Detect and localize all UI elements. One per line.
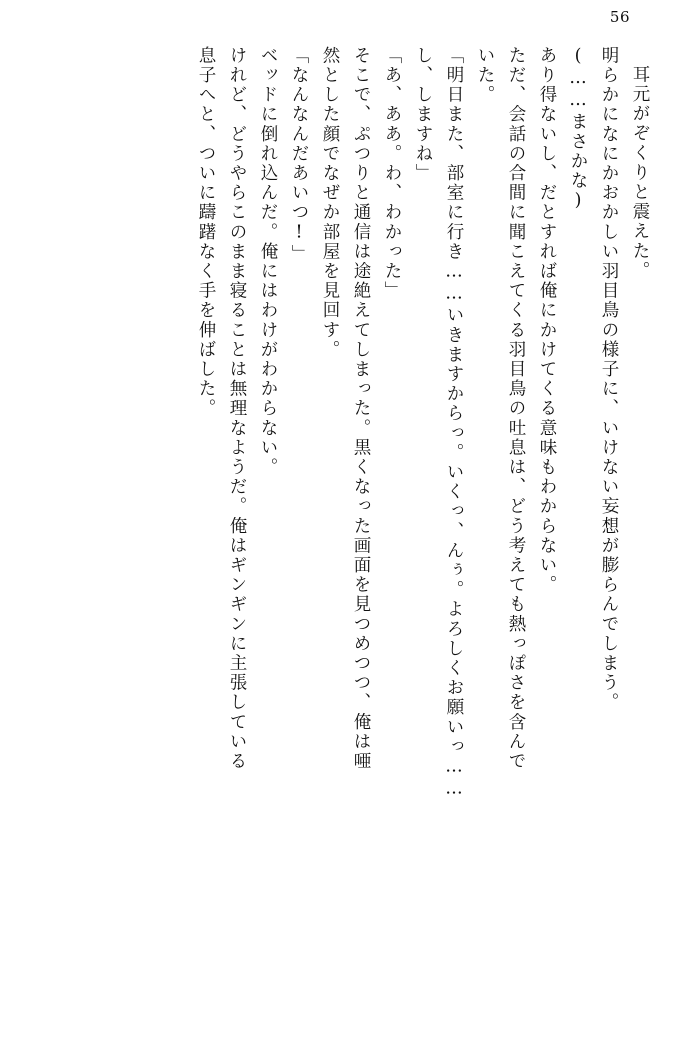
text-line: けれど、どうやらこのまま寝ることは無理なようだ。俺はギンギンに主張している bbox=[227, 46, 247, 772]
text-line: そこで、ぷつりと通信は途絶えてしまった。黒くなった画面を見つめつつ、俺は唖 bbox=[351, 46, 371, 772]
text-line: 耳元がぞくりと震えた。 bbox=[630, 65, 650, 281]
text-line: いた。 bbox=[475, 46, 495, 105]
text-line: 然とした顔でなぜか部屋を見回す。 bbox=[320, 46, 340, 360]
vertical-text-body bbox=[56, 46, 648, 1010]
text-line: 「明日また、部室に行き……いきますからっ。いくっ、んぅ。よろしくお願いっ…… bbox=[444, 46, 464, 801]
page-number: 56 bbox=[609, 8, 630, 26]
text-line: ただ、会話の合間に聞こえてくる羽目鳥の吐息は、どう考えても熱っぽさを含んで bbox=[506, 46, 526, 772]
text-line: ベッドに倒れ込んだ。俺にはわけがわからない。 bbox=[258, 46, 278, 478]
text-line: あり得ないし、だとすれば俺にかけてくる意味もわからない。 bbox=[537, 46, 557, 595]
text-line: し、しますね」 bbox=[413, 46, 433, 184]
text-line: 息子へと、ついに躊躇なく手を伸ばした。 bbox=[196, 46, 216, 419]
text-line: (……まさかな) bbox=[568, 46, 588, 213]
text-line: 「あ、ああ。わ、わかった」 bbox=[382, 46, 402, 301]
text-line: 明らかになにかおかしい羽目鳥の様子に、いけない妄想が膨らんでしまう。 bbox=[599, 46, 619, 713]
text-line: 「なんなんだあいつ!」 bbox=[289, 46, 309, 265]
